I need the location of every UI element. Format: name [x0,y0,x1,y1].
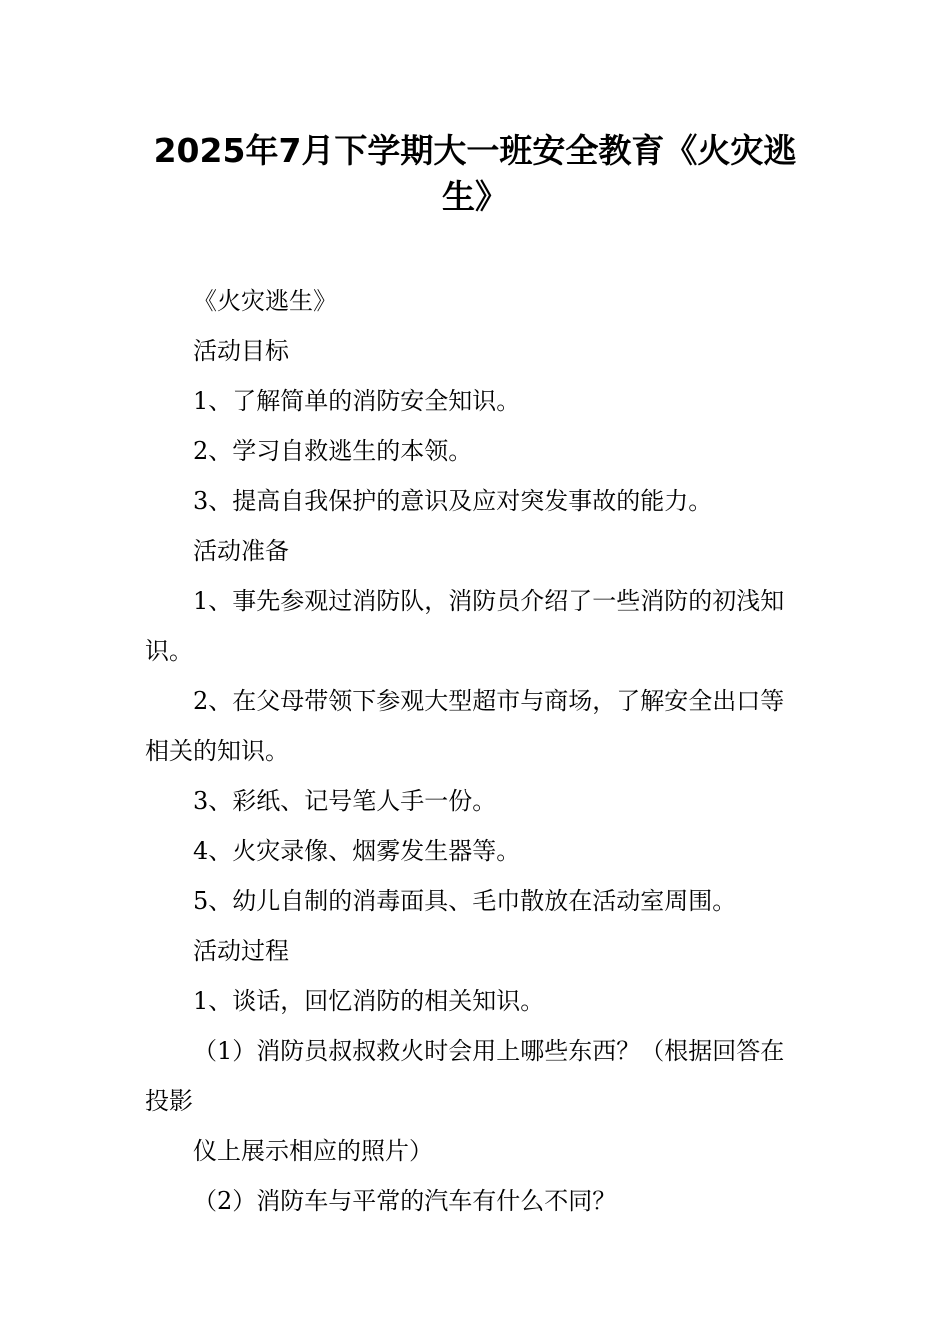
paragraph: 2、在父母带领下参观大型超市与商场，了解安全出口等相关的知识。 [145,687,785,765]
paragraph: 《火灾逃生》 [193,287,337,315]
paragraph: 1、事先参观过消防队，消防员介绍了一些消防的初浅知识。 [145,587,785,665]
paragraph: 活动准备 [193,537,289,565]
paragraph: 4、火灾录像、烟雾发生器等。 [193,837,521,865]
paragraph: 3、提高自我保护的意识及应对突发事故的能力。 [193,487,713,515]
paragraph: 活动目标 [193,337,289,365]
document-body [145,276,805,1226]
paragraph: 1、谈话，回忆消防的相关知识。 [193,987,545,1015]
paragraph: 活动过程 [193,937,289,965]
paragraph: 2、学习自救逃生的本领。 [193,437,473,465]
paragraph: 3、彩纸、记号笔人手一份。 [193,787,497,815]
paragraph: 1、了解简单的消防安全知识。 [193,387,521,415]
paragraph: 仪上展示相应的照片） [193,1137,433,1165]
paragraph: 5、幼儿自制的消毒面具、毛巾散放在活动室周围。 [193,887,737,915]
paragraph: （2）消防车与平常的汽车有什么不同？ [193,1187,617,1215]
document-title: 2025年7月下学期大一班安全教育《火灾逃生》 [153,131,797,216]
paragraph: （1）消防员叔叔救火时会用上哪些东西？（根据回答在投影 [145,1037,785,1115]
